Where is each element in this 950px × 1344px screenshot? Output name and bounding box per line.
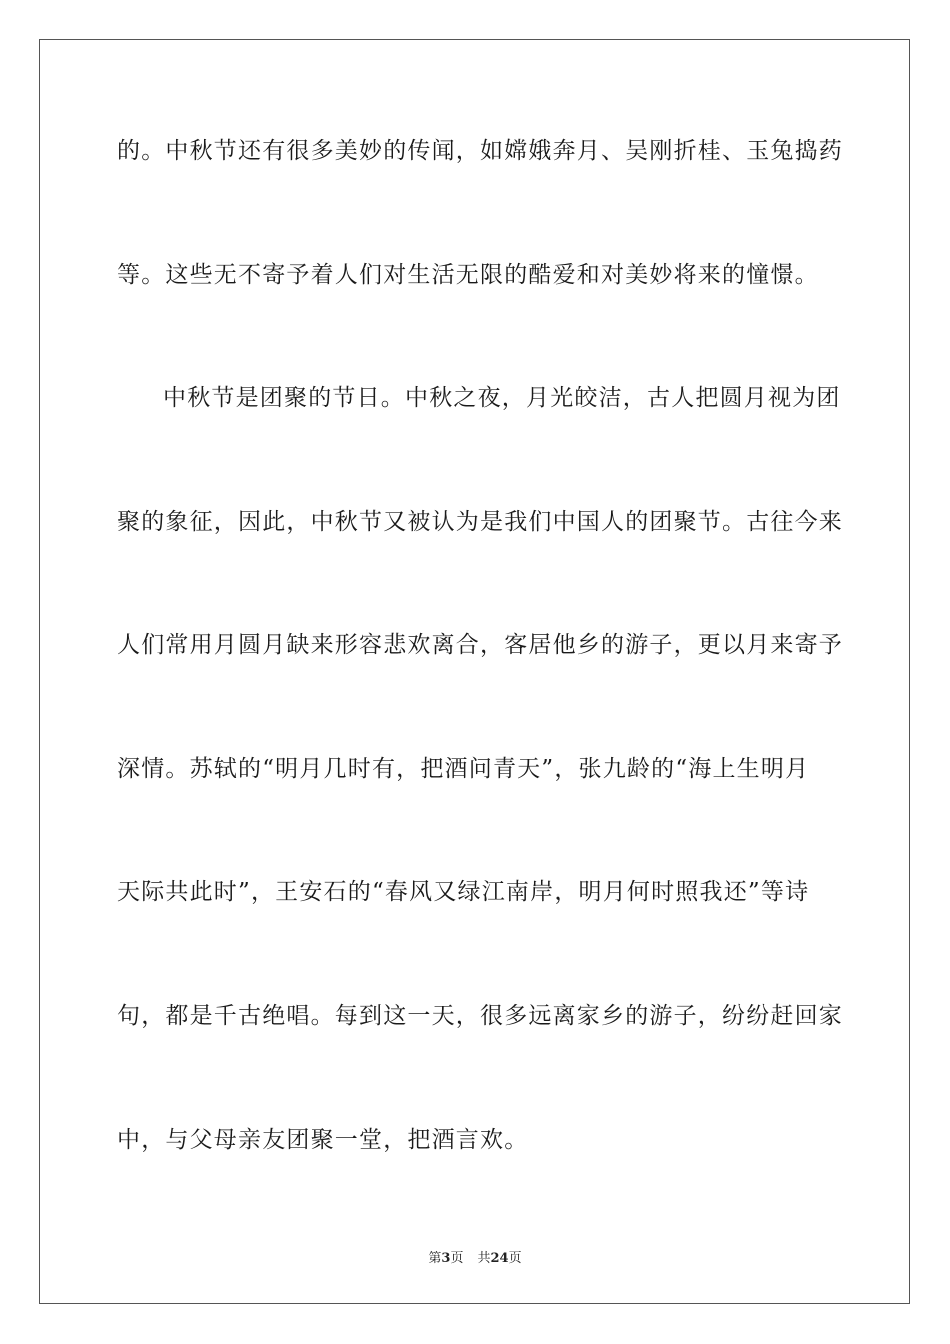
paragraph-2-line-4: 深情。苏轼的“明月几时有，把酒问青天”，张九龄的“海上生明月 [117,756,810,782]
footer-total-suffix: 页 [508,1251,522,1266]
footer-total-pages: 24 [490,1251,509,1266]
footer-page-suffix: 页 [450,1251,464,1266]
paragraph-1-line-2: 等。这些无不寄予着人们对生活无限的酷爱和对美妙将来的憧憬。 [117,262,819,288]
page-footer [0,1247,950,1266]
paragraph-2-line-1: 中秋节是团聚的节日。中秋之夜，月光皎洁，古人把圆月视为团 [163,385,841,411]
paragraph-2-line-2: 聚的象征，因此，中秋节又被认为是我们中国人的团聚节。古往今来 [117,509,843,535]
paragraph-2-line-3: 人们常用月圆月缺来形容悲欢离合，客居他乡的游子，更以月来寄予 [117,632,843,658]
paragraph-2-line-6: 句，都是千古绝唱。每到这一天，很多远离家乡的游子，纷纷赶回家 [117,1003,843,1029]
footer-page-prefix: 第 [428,1251,442,1266]
paragraph-2-line-5: 天际共此时”，王安石的“春风又绿江南岸，明月何时照我还”等诗 [117,879,810,905]
paragraph-1-line-1: 的。中秋节还有很多美妙的传闻，如嫦娥奔月、吴刚折桂、玉兔捣药 [117,138,843,164]
page-frame [39,39,910,1304]
footer-page-number: 3 [441,1251,451,1266]
footer-total-prefix: 共 [477,1251,491,1266]
paragraph-2-line-7: 中，与父母亲友团聚一堂，把酒言欢。 [117,1127,529,1153]
